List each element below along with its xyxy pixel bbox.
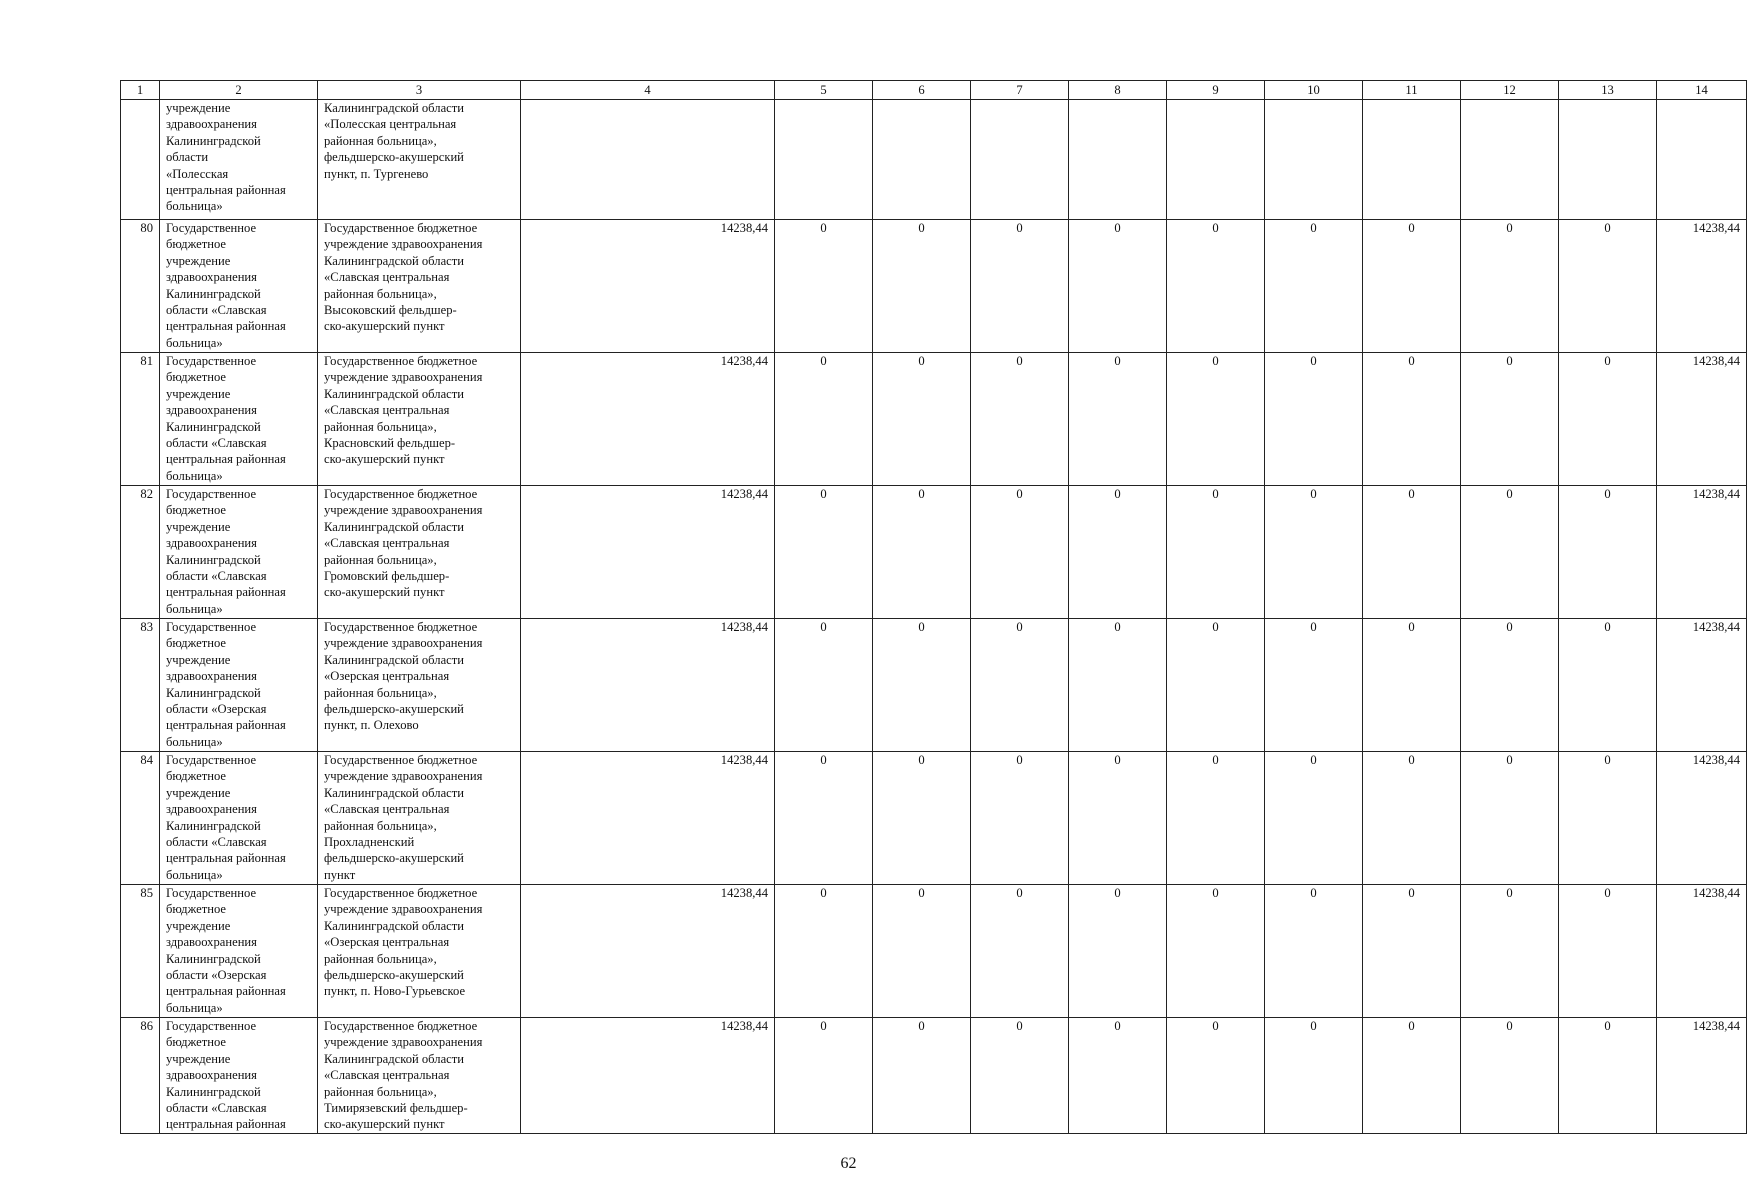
row-number: 86 [121, 1018, 160, 1134]
total-cell: 14238,44 [1657, 220, 1747, 353]
description-cell: Государственное бюджетное учреждение здравоохранения Калининградской области «Славская центральная районная больница», Прохладненский фельдшерско-акушерский пункт [318, 752, 521, 885]
value-cell: 0 [873, 885, 971, 1018]
row-number [121, 100, 160, 220]
row-number: 83 [121, 619, 160, 752]
value-cell: 0 [971, 353, 1069, 486]
value-cell: 0 [1167, 1018, 1265, 1134]
column-header: 3 [318, 81, 521, 100]
column-header: 1 [121, 81, 160, 100]
amount-cell [521, 100, 775, 220]
value-cell [971, 100, 1069, 220]
value-cell: 0 [971, 486, 1069, 619]
value-cell: 0 [873, 752, 971, 885]
value-cell: 0 [1559, 1018, 1657, 1134]
value-cell: 0 [1167, 486, 1265, 619]
value-cell: 0 [873, 619, 971, 752]
total-cell: 14238,44 [1657, 619, 1747, 752]
total-cell: 14238,44 [1657, 752, 1747, 885]
value-cell [775, 100, 873, 220]
organization-cell: Государственное бюджетное учреждение здравоохранения Калининградской области «Славская центральная районная больница» [160, 220, 318, 353]
organization-cell: Государственное бюджетное учреждение здравоохранения Калининградской области «Славская центральная районная больница» [160, 353, 318, 486]
organization-cell: Государственное бюджетное учреждение здравоохранения Калининградской области «Озерская центральная районная больница» [160, 619, 318, 752]
value-cell [1069, 100, 1167, 220]
value-cell: 0 [873, 353, 971, 486]
column-header: 13 [1559, 81, 1657, 100]
value-cell: 0 [873, 1018, 971, 1134]
table-row [121, 619, 1747, 752]
row-number: 82 [121, 486, 160, 619]
column-header: 14 [1657, 81, 1747, 100]
amount-cell: 14238,44 [521, 1018, 775, 1134]
value-cell: 0 [1167, 353, 1265, 486]
column-header: 4 [521, 81, 775, 100]
value-cell: 0 [971, 619, 1069, 752]
description-cell: Государственное бюджетное учреждение здравоохранения Калининградской области «Озерская центральная районная больница», фельдшерско-акушерский пункт, п. Ново-Гурьевское [318, 885, 521, 1018]
description-cell: Государственное бюджетное учреждение здравоохранения Калининградской области «Славская центральная районная больница», Тимирязевский фельдшер- ско-акушерский пункт [318, 1018, 521, 1134]
value-cell: 0 [971, 885, 1069, 1018]
value-cell: 0 [1265, 220, 1363, 353]
value-cell [1559, 100, 1657, 220]
data-table [120, 80, 1747, 1134]
value-cell: 0 [1167, 220, 1265, 353]
value-cell: 0 [775, 752, 873, 885]
amount-cell: 14238,44 [521, 885, 775, 1018]
description-cell: Калининградской области «Полесская центральная районная больница», фельдшерско-акушерский пункт, п. Тургенево [318, 100, 521, 220]
value-cell: 0 [1167, 885, 1265, 1018]
value-cell: 0 [775, 486, 873, 619]
value-cell: 0 [971, 220, 1069, 353]
total-cell [1657, 100, 1747, 220]
value-cell: 0 [1559, 619, 1657, 752]
value-cell: 0 [873, 220, 971, 353]
amount-cell: 14238,44 [521, 619, 775, 752]
value-cell: 0 [1461, 1018, 1559, 1134]
value-cell: 0 [775, 1018, 873, 1134]
value-cell: 0 [775, 220, 873, 353]
column-header: 10 [1265, 81, 1363, 100]
table-row [121, 885, 1747, 1018]
column-header: 7 [971, 81, 1069, 100]
description-cell: Государственное бюджетное учреждение здравоохранения Калининградской области «Славская центральная районная больница», Красновский фельдшер- ско-акушерский пункт [318, 353, 521, 486]
value-cell: 0 [1559, 353, 1657, 486]
table-row [121, 220, 1747, 353]
column-header: 5 [775, 81, 873, 100]
column-header: 8 [1069, 81, 1167, 100]
value-cell: 0 [1363, 752, 1461, 885]
table-row [121, 1018, 1747, 1134]
value-cell: 0 [1461, 220, 1559, 353]
value-cell: 0 [971, 752, 1069, 885]
value-cell: 0 [1559, 885, 1657, 1018]
value-cell: 0 [1363, 486, 1461, 619]
column-header: 2 [160, 81, 318, 100]
column-header: 11 [1363, 81, 1461, 100]
column-header: 12 [1461, 81, 1559, 100]
value-cell: 0 [1069, 353, 1167, 486]
page-number: 62 [840, 1155, 857, 1172]
value-cell: 0 [775, 353, 873, 486]
column-header: 9 [1167, 81, 1265, 100]
column-header: 6 [873, 81, 971, 100]
value-cell: 0 [775, 619, 873, 752]
organization-cell: Государственное бюджетное учреждение здравоохранения Калининградской области «Славская центральная районная больница» [160, 752, 318, 885]
value-cell: 0 [1363, 619, 1461, 752]
value-cell: 0 [1265, 486, 1363, 619]
value-cell: 0 [1167, 752, 1265, 885]
amount-cell: 14238,44 [521, 486, 775, 619]
value-cell: 0 [1559, 486, 1657, 619]
value-cell: 0 [1069, 752, 1167, 885]
value-cell [1167, 100, 1265, 220]
value-cell: 0 [1363, 220, 1461, 353]
value-cell: 0 [1167, 619, 1265, 752]
value-cell: 0 [1461, 885, 1559, 1018]
header-row [121, 81, 1747, 100]
value-cell: 0 [873, 486, 971, 619]
total-cell: 14238,44 [1657, 486, 1747, 619]
table-row [121, 752, 1747, 885]
value-cell: 0 [1559, 752, 1657, 885]
amount-cell: 14238,44 [521, 752, 775, 885]
total-cell: 14238,44 [1657, 1018, 1747, 1134]
value-cell: 0 [1363, 885, 1461, 1018]
row-number: 84 [121, 752, 160, 885]
value-cell: 0 [1069, 885, 1167, 1018]
value-cell: 0 [1461, 486, 1559, 619]
description-cell: Государственное бюджетное учреждение здравоохранения Калининградской области «Славская центральная районная больница», Высоковский фельдшер- ско-акушерский пункт [318, 220, 521, 353]
total-cell: 14238,44 [1657, 885, 1747, 1018]
value-cell: 0 [1069, 220, 1167, 353]
value-cell: 0 [1461, 353, 1559, 486]
amount-cell: 14238,44 [521, 353, 775, 486]
description-cell: Государственное бюджетное учреждение здравоохранения Калининградской области «Озерская центральная районная больница», фельдшерско-акушерский пункт, п. Олехово [318, 619, 521, 752]
organization-cell: Государственное бюджетное учреждение здравоохранения Калининградской области «Славская центральная районная [160, 1018, 318, 1134]
table-row [121, 353, 1747, 486]
table-row [121, 100, 1747, 220]
organization-cell: учреждение здравоохранения Калининградской области «Полесская центральная районная больница» [160, 100, 318, 220]
value-cell: 0 [1265, 1018, 1363, 1134]
value-cell: 0 [1363, 353, 1461, 486]
row-number: 80 [121, 220, 160, 353]
value-cell: 0 [1461, 752, 1559, 885]
value-cell: 0 [1265, 353, 1363, 486]
value-cell [873, 100, 971, 220]
value-cell: 0 [1265, 752, 1363, 885]
value-cell: 0 [1265, 885, 1363, 1018]
value-cell: 0 [1559, 220, 1657, 353]
organization-cell: Государственное бюджетное учреждение здравоохранения Калининградской области «Славская центральная районная больница» [160, 486, 318, 619]
value-cell: 0 [1069, 1018, 1167, 1134]
value-cell [1461, 100, 1559, 220]
total-cell: 14238,44 [1657, 353, 1747, 486]
value-cell [1265, 100, 1363, 220]
row-number: 85 [121, 885, 160, 1018]
row-number: 81 [121, 353, 160, 486]
value-cell: 0 [1069, 619, 1167, 752]
value-cell: 0 [1265, 619, 1363, 752]
organization-cell: Государственное бюджетное учреждение здравоохранения Калининградской области «Озерская центральная районная больница» [160, 885, 318, 1018]
amount-cell: 14238,44 [521, 220, 775, 353]
value-cell: 0 [1461, 619, 1559, 752]
description-cell: Государственное бюджетное учреждение здравоохранения Калининградской области «Славская центральная районная больница», Громовский фельдшер- ско-акушерский пункт [318, 486, 521, 619]
value-cell: 0 [1069, 486, 1167, 619]
value-cell: 0 [1363, 1018, 1461, 1134]
table-row [121, 486, 1747, 619]
value-cell: 0 [775, 885, 873, 1018]
value-cell [1363, 100, 1461, 220]
value-cell: 0 [971, 1018, 1069, 1134]
